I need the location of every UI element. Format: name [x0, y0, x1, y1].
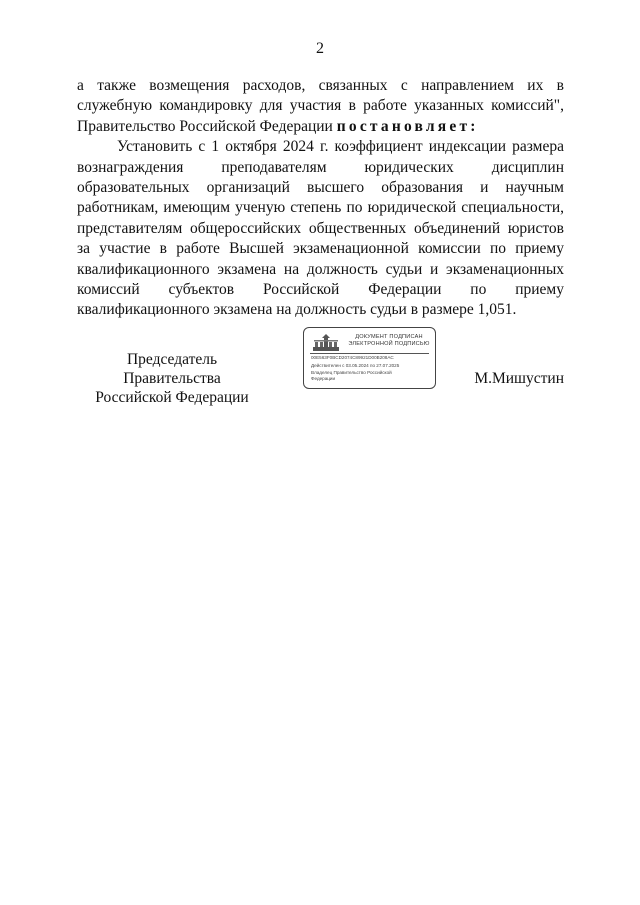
stamp-owner-line1: Владелец Правительство Российской	[311, 370, 392, 375]
electronic-signature-stamp	[303, 327, 436, 389]
signatory-position-line2: Российской Федерации	[95, 389, 249, 406]
preamble-text: а также возмещения расходов, связанных с направлением их в служебную командировку для участия в работе указанных комиссий", Правительство Российской Федерации	[77, 77, 564, 135]
document-body	[77, 76, 564, 321]
page-number: 2	[316, 40, 324, 57]
stamp-header-line2: ЭЛЕКТРОННОЙ ПОДПИСЬЮ	[348, 341, 430, 347]
coat-of-arms-icon	[312, 333, 340, 352]
stamp-header	[344, 334, 434, 348]
stamp-header-line1: ДОКУМЕНТ ПОДПИСАН	[355, 334, 423, 340]
signatory-position-line1: Председатель Правительства	[123, 351, 221, 387]
paragraph-resolution: Установить с 1 октября 2024 г. коэффициент индексации размера вознаграждения преподавателям юридических дисциплин образовательных организаций высшего образования и научным работникам, имеющим ученую степень по юридической специальности, представителям общероссийских общественных объединений юристов за участие в работе Высшей экзаменационной комиссии по приему квалификационного экзамена на должность судьи и экзаменационных комиссий субъектов Российской Федерации по приему квалификационного экзамена на должность судьи в размере 1,051.	[77, 138, 564, 319]
signatory-position	[77, 350, 267, 407]
stamp-certificate: 00E563F0BCD2074C89921D00B208AC	[311, 355, 394, 360]
decree-word: постановляет:	[336, 117, 479, 135]
stamp-divider	[310, 353, 429, 354]
stamp-owner-line2: Федерации	[311, 376, 336, 381]
stamp-validity: Действителен с 03.05.2024 по 27.07.2025	[311, 363, 400, 368]
signer-name: М.Мишустин	[474, 370, 564, 387]
paragraph-preamble-end	[77, 76, 564, 137]
